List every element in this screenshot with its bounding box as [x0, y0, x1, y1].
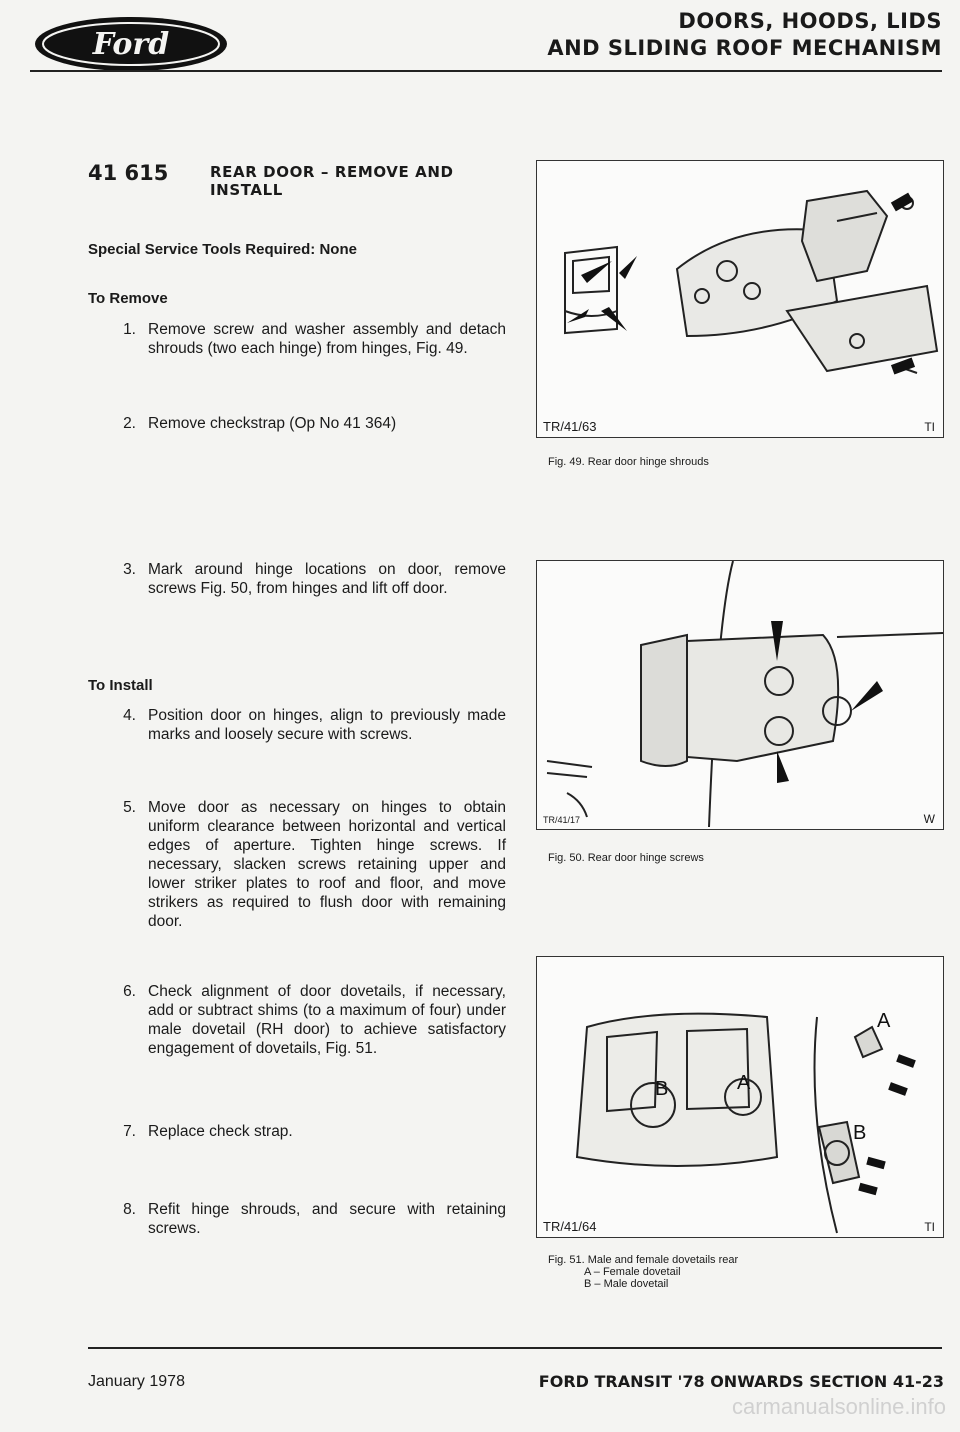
step-number: 7.: [123, 1123, 136, 1140]
step-number: 3.: [123, 561, 136, 578]
figure-51-caption: [548, 1254, 738, 1290]
figure-51: [536, 956, 944, 1238]
step-text: Replace check strap.: [148, 1123, 293, 1140]
footer-rule: [88, 1347, 942, 1349]
step-6: [88, 982, 506, 1058]
hinge-shroud-illustration: [537, 161, 943, 437]
figure-49: [536, 160, 944, 438]
caption-key-a: A – Female dovetail: [584, 1266, 681, 1278]
step-text: Refit hinge shrouds, and secure with retaining screws.: [148, 1201, 506, 1237]
figure-reference: TR/41/64: [543, 1219, 597, 1234]
figure-reference: TR/41/63: [543, 419, 597, 434]
ford-logo: [32, 14, 230, 74]
figure-50-caption: Fig. 50. Rear door hinge screws: [548, 852, 704, 864]
step-4: [88, 706, 506, 744]
footer-date: January 1978: [88, 1373, 185, 1390]
label-a-van: A: [737, 1072, 751, 1094]
label-b-van: B: [655, 1078, 669, 1100]
hinge-screws-illustration: [537, 561, 943, 829]
step-number: 2.: [123, 415, 136, 432]
operation-title-line1: REAR DOOR – REMOVE AND: [210, 163, 454, 181]
figure-51-caption-title: Fig. 51. Male and female dovetails rear: [548, 1254, 739, 1266]
dovetails-illustration: [537, 957, 943, 1237]
step-text: Check alignment of door dovetails, if necessary, add or subtract shims (to a maximum of four) under male dovetail (RH door) to achieve satisfactory engagement of dovetails, Fig. 51.: [148, 983, 506, 1057]
special-tools-note: Special Service Tools Required: None: [88, 241, 357, 258]
chapter-title-line1: DOORS, HOODS, LIDS: [678, 9, 942, 33]
step-7: [88, 1122, 506, 1141]
watermark: carmanualsonline.info: [731, 1394, 946, 1419]
figure-50: [536, 560, 944, 830]
step-2: [88, 414, 506, 433]
step-1: [88, 320, 506, 358]
remove-heading: To Remove: [88, 290, 168, 307]
label-a-dovetail: A: [877, 1010, 891, 1032]
step-number: 1.: [123, 321, 136, 338]
figure-49-caption: Fig. 49. Rear door hinge shrouds: [548, 456, 709, 468]
step-3: [88, 560, 506, 598]
footer-section: FORD TRANSIT '78 ONWARDS SECTION 41-23: [538, 1372, 944, 1391]
step-text: Position door on hinges, align to previously made marks and loosely secure with screws.: [148, 707, 506, 743]
step-text: Remove screw and washer assembly and detach shrouds (two each hinge) from hinges, Fig. 49.: [148, 321, 506, 357]
caption-key-b: B – Male dovetail: [584, 1278, 669, 1290]
step-number: 5.: [123, 799, 136, 816]
step-text: Move door as necessary on hinges to obtain uniform clearance between horizontal and vertical edges of aperture. Tighten hinge screws. If necessary, slacken screws retaining upper and lower striker plates to roof and floor, and move strikers as required to flush door with remaining door.: [148, 799, 506, 930]
step-text: Mark around hinge locations on door, remove screws Fig. 50, from hinges and lift off door.: [148, 561, 506, 597]
operation-title-line2: INSTALL: [210, 181, 283, 199]
step-5: [88, 798, 506, 931]
figure-reference: TR/41/17: [543, 815, 581, 825]
figure-code: W: [923, 812, 935, 826]
operation-number: 41 615: [88, 161, 169, 185]
operation-title: [210, 163, 510, 199]
step-8: [88, 1200, 506, 1238]
label-b-dovetail: B: [853, 1122, 867, 1144]
step-number: 6.: [123, 983, 136, 1000]
figure-code: TI: [924, 1220, 935, 1234]
header-rule: [30, 70, 942, 72]
step-number: 4.: [123, 707, 136, 724]
step-number: 8.: [123, 1201, 136, 1218]
install-heading: To Install: [88, 677, 153, 694]
chapter-header: [547, 8, 942, 62]
logo-text: Ford: [92, 27, 170, 62]
step-text: Remove checkstrap (Op No 41 364): [148, 415, 397, 432]
figure-code: TI: [924, 420, 935, 434]
chapter-title-line2: AND SLIDING ROOF MECHANISM: [547, 36, 942, 60]
